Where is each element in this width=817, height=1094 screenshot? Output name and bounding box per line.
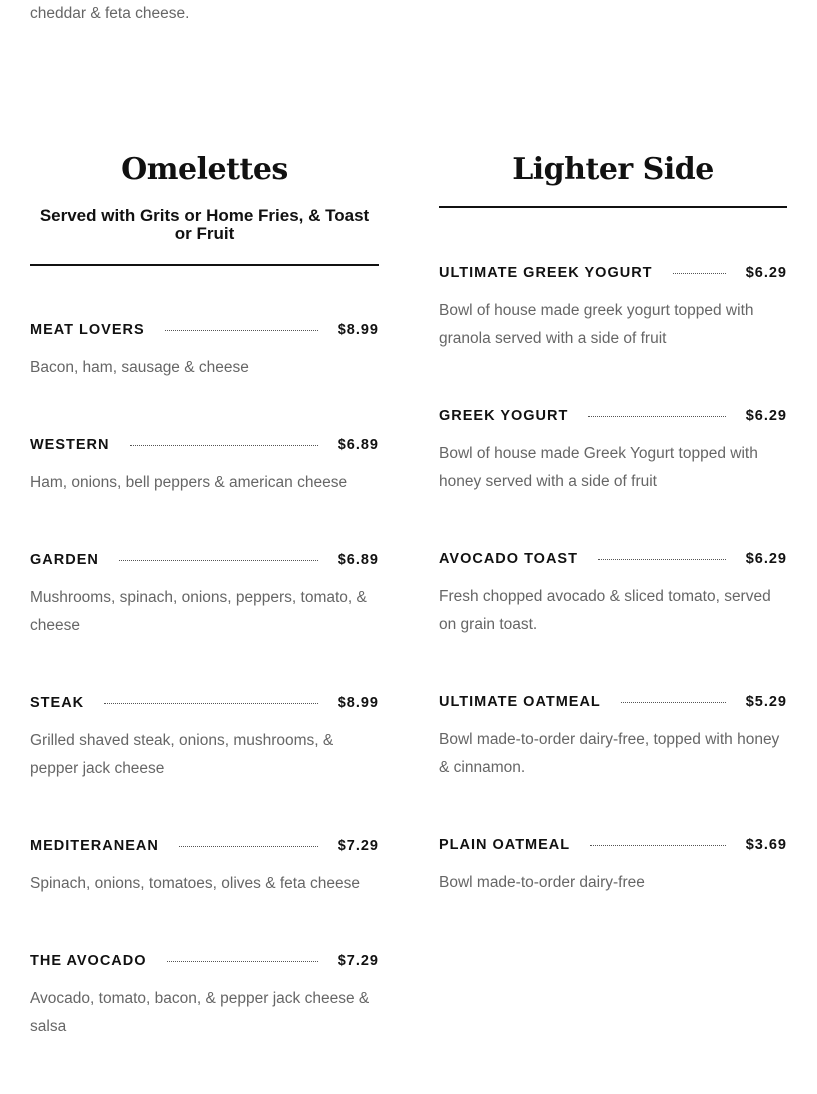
- menu-item: [439, 690, 787, 833]
- menu-item-price: $5.29: [745, 694, 787, 710]
- menu-item-header: [30, 318, 379, 342]
- dotted-leader: [590, 845, 726, 846]
- menu-item-description: Ham, onions, bell peppers & american cheese: [30, 474, 348, 491]
- menu-item-description: Mushrooms, spinach, onions, peppers, tomato, & cheese: [30, 589, 367, 634]
- menu-item-price: $8.99: [337, 695, 379, 711]
- section-subtitle: Served with Grits or Home Fries, & Toast or Fruit: [39, 206, 370, 243]
- menu-item-description: Fresh chopped avocado & sliced tomato, served on grain toast.: [439, 588, 771, 633]
- omelettes-section: [30, 150, 379, 1092]
- menu-item-header: [439, 833, 787, 857]
- menu-item-name: PLAIN OATMEAL: [439, 837, 571, 853]
- dotted-leader: [130, 445, 318, 446]
- menu-item: [439, 404, 787, 547]
- menu-item-description: Bowl of house made Greek Yogurt topped with honey served with a side of fruit: [439, 445, 758, 490]
- menu-item-name: MEAT LOVERS: [30, 322, 145, 338]
- section-divider: [439, 206, 787, 208]
- menu-item-price: $6.29: [745, 408, 787, 424]
- menu-item-name: MEDITERANEAN: [30, 838, 159, 854]
- menu-item-description: Bowl of house made greek yogurt topped with granola served with a side of fruit: [439, 302, 754, 347]
- menu-item-name: GREEK YOGURT: [439, 408, 569, 424]
- menu-item-header: [30, 691, 379, 715]
- dotted-leader: [165, 330, 318, 331]
- menu-item-header: [439, 547, 787, 571]
- menu-item-description: Bowl made-to-order dairy-free: [439, 874, 645, 891]
- menu-item-header: [439, 404, 787, 428]
- menu-item-name: ULTIMATE GREEK YOGURT: [439, 265, 653, 281]
- menu-item-name: GARDEN: [30, 552, 99, 568]
- menu-item-price: $6.89: [337, 437, 379, 453]
- menu-item-header: [439, 261, 787, 285]
- dotted-leader: [588, 416, 725, 417]
- menu-item: [30, 548, 379, 691]
- dotted-leader: [673, 273, 726, 274]
- previous-item-description: cheddar & feta cheese.: [30, 5, 190, 22]
- menu-item: [439, 547, 787, 690]
- dotted-leader: [179, 846, 318, 847]
- lighter-side-section: [439, 150, 787, 948]
- menu-item-description: Bacon, ham, sausage & cheese: [30, 359, 249, 376]
- menu-item: [30, 318, 379, 433]
- section-divider: [30, 264, 379, 266]
- menu-item: [30, 433, 379, 548]
- menu-item-header: [30, 548, 379, 572]
- menu-item-header: [30, 834, 379, 858]
- menu-item-header: [30, 433, 379, 457]
- menu-item: [30, 949, 379, 1092]
- section-title: Omelettes: [121, 152, 288, 187]
- menu-item-name: AVOCADO TOAST: [439, 551, 578, 567]
- menu-item: [30, 834, 379, 949]
- dotted-leader: [104, 703, 318, 704]
- menu-item-name: STEAK: [30, 695, 85, 711]
- menu-item-price: $6.89: [337, 552, 379, 568]
- dotted-leader: [119, 560, 318, 561]
- menu-item-name: THE AVOCADO: [30, 953, 147, 969]
- menu-item-description: Grilled shaved steak, onions, mushrooms, & pepper jack cheese: [30, 732, 334, 777]
- menu-item-description: Spinach, onions, tomatoes, olives & feta cheese: [30, 875, 361, 892]
- menu-item-name: ULTIMATE OATMEAL: [439, 694, 601, 710]
- dotted-leader: [621, 702, 726, 703]
- dotted-leader: [598, 559, 726, 560]
- menu-item: [439, 833, 787, 948]
- menu-item-list: [30, 318, 379, 1092]
- menu-item-price: $6.29: [745, 265, 787, 281]
- menu-item-price: $6.29: [745, 551, 787, 567]
- menu-item-list: [439, 261, 787, 948]
- menu-item-description: Avocado, tomato, bacon, & pepper jack cheese & salsa: [30, 990, 370, 1035]
- dotted-leader: [167, 961, 318, 962]
- menu-item-price: $7.29: [337, 953, 379, 969]
- section-title: Lighter Side: [512, 152, 714, 187]
- menu-item: [439, 261, 787, 404]
- menu-item-header: [439, 690, 787, 714]
- menu-item-price: $8.99: [337, 322, 379, 338]
- menu-item-price: $3.69: [745, 837, 787, 853]
- menu-item-header: [30, 949, 379, 973]
- menu-item-description: Bowl made-to-order dairy-free, topped with honey & cinnamon.: [439, 731, 780, 776]
- menu-item-price: $7.29: [337, 838, 379, 854]
- menu-item: [30, 691, 379, 834]
- menu-item-name: WESTERN: [30, 437, 110, 453]
